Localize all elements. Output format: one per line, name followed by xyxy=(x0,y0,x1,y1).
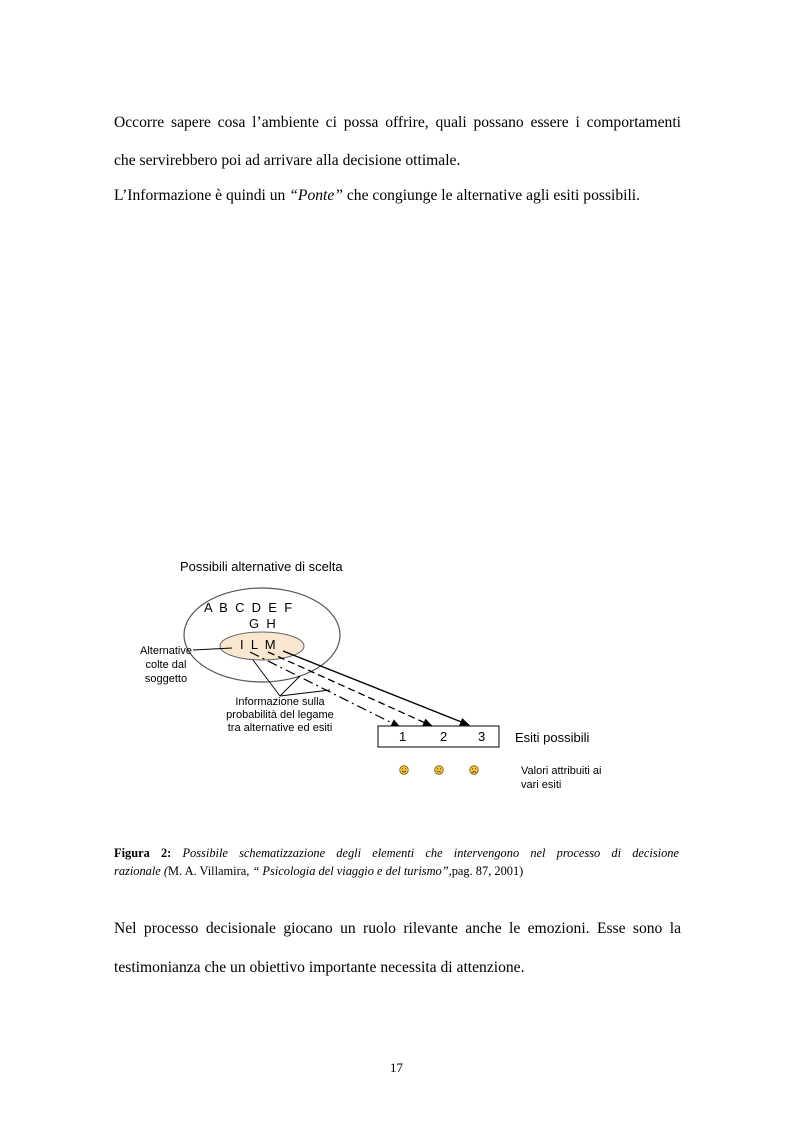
outcome-3: 3 xyxy=(478,729,486,744)
neutral-face-icon xyxy=(435,766,444,775)
caption-label: Figura 2: xyxy=(114,846,172,860)
values-label-line-2: vari esiti xyxy=(521,779,562,791)
outcome-1: 1 xyxy=(399,729,407,744)
letters-row-1: A B C D E F xyxy=(204,600,293,615)
line-3-text-after: che congiunge le alternative agli esiti possibili. xyxy=(342,187,641,204)
sad-face-icon xyxy=(470,766,479,775)
selected-letters: I L M xyxy=(240,637,276,652)
caption-italic-2: razionale ( xyxy=(114,864,169,878)
paragraph-2-line-2: testimonianza che un obiettivo importante necessita di attenzione. xyxy=(114,959,525,976)
figure-caption xyxy=(114,844,679,880)
caption-line-2 xyxy=(114,864,523,878)
alternatives-label-line-1: Alternative xyxy=(140,645,192,657)
figure-title: Possibili alternative di scelta xyxy=(180,559,343,574)
caption-author: M. A. Villamira, xyxy=(168,864,253,878)
information-label-line-2: probabilità del legame xyxy=(226,709,334,721)
information-label-line-3: tra alternative ed esiti xyxy=(227,722,333,734)
values-label-line-1: Valori attribuiti ai xyxy=(521,765,602,777)
information-label-line-1: Informazione sulla xyxy=(235,696,325,708)
values-label xyxy=(521,764,602,792)
information-label xyxy=(205,696,355,735)
alternatives-label xyxy=(120,644,212,686)
outcomes-label: Esiti possibili xyxy=(515,730,590,745)
happy-face-icon xyxy=(400,766,409,775)
alternatives-label-line-2: colte dal xyxy=(145,659,187,671)
caption-reference: pag. 87, 2001) xyxy=(451,864,524,878)
outcome-2: 2 xyxy=(440,729,448,744)
ponte-emphasis: “Ponte” xyxy=(289,187,343,204)
paragraph-1-line-2: che servirebbero poi ad arrivare alla decisione ottimale. xyxy=(114,152,461,169)
caption-line-1 xyxy=(114,844,679,862)
caption-book-title: “ Psicologia del viaggio e del turismo”, xyxy=(252,864,452,878)
caption-italic-1: Possibile schematizzazione degli elementi che intervengono nel processo di decisione xyxy=(171,846,679,860)
paragraph-2-line-1: Nel processo decisionale giocano un ruolo rilevante anche le emozioni. Esse sono la xyxy=(114,920,681,937)
paragraph-1-line-1: Occorre sapere cosa l’ambiente ci possa offrire, quali possano essere i comportamenti xyxy=(114,114,681,131)
page-number: 17 xyxy=(390,1060,403,1075)
alternatives-label-line-3: soggetto xyxy=(144,673,188,685)
line-3-text-before: L’Informazione è quindi un xyxy=(114,187,290,204)
letters-row-2: G H xyxy=(249,616,276,631)
